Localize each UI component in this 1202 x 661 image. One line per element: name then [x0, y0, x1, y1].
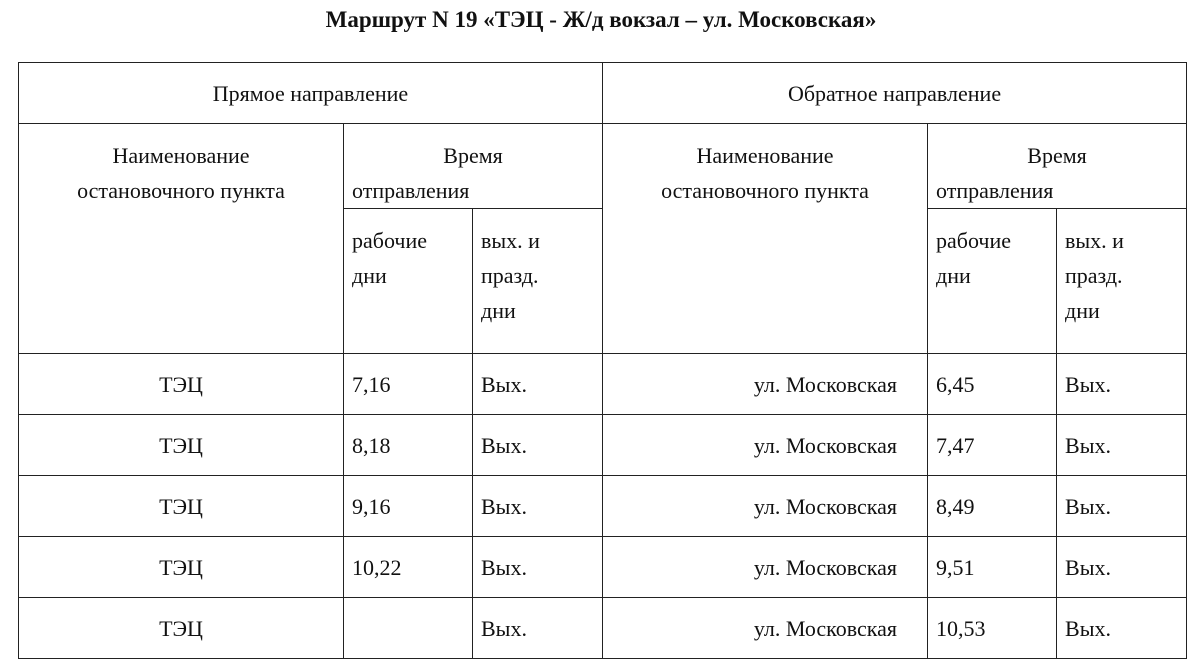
departure-line1: Время: [443, 143, 503, 168]
reverse-workday-time-cell: 10,53: [928, 598, 1057, 659]
forward-weekdays-header: [344, 209, 473, 354]
forward-stop-cell: ТЭЦ: [19, 354, 344, 415]
table-row: [19, 537, 1187, 598]
weekdays-line2: дни: [936, 263, 971, 288]
departure-line1: Время: [1027, 143, 1087, 168]
table-row: [19, 476, 1187, 537]
forward-departure-header: [344, 124, 603, 209]
stop-name-line1: Наименование: [696, 143, 834, 168]
reverse-weekend-time-cell: Вых.: [1057, 354, 1187, 415]
forward-weekend-time-cell: Вых.: [473, 598, 603, 659]
forward-workday-time-cell: 8,18: [344, 415, 473, 476]
reverse-weekend-time-cell: Вых.: [1057, 415, 1187, 476]
table-row: [19, 415, 1187, 476]
reverse-weekdays-header: [928, 209, 1057, 354]
forward-stop-cell: ТЭЦ: [19, 415, 344, 476]
departure-line2: отправления: [352, 178, 470, 203]
forward-weekends-header: [473, 209, 603, 354]
reverse-workday-time-cell: 8,49: [928, 476, 1057, 537]
reverse-departure-header: [928, 124, 1187, 209]
reverse-stop-name-header: [603, 124, 928, 354]
reverse-direction-header: Обратное направление: [603, 63, 1187, 124]
forward-stop-cell: ТЭЦ: [19, 476, 344, 537]
weekdays-line1: рабочие: [352, 228, 427, 253]
reverse-stop-cell: ул. Московская: [603, 537, 928, 598]
reverse-weekend-time-cell: Вых.: [1057, 598, 1187, 659]
page-title: Маршрут N 19 «ТЭЦ - Ж/д вокзал – ул. Московская»: [325, 7, 877, 32]
direction-header-row: [19, 63, 1187, 124]
stop-name-line2: остановочного пункта: [661, 178, 869, 203]
reverse-weekend-time-cell: Вых.: [1057, 537, 1187, 598]
weekends-line2: празд.: [1065, 263, 1123, 288]
table-row: [19, 354, 1187, 415]
weekends-line3: дни: [481, 298, 516, 323]
reverse-stop-cell: ул. Московская: [603, 476, 928, 537]
schedule-table: [18, 62, 1187, 659]
forward-workday-time-cell: 9,16: [344, 476, 473, 537]
forward-direction-header: Прямое направление: [19, 63, 603, 124]
reverse-workday-time-cell: 7,47: [928, 415, 1057, 476]
column-header-row: [19, 124, 1187, 209]
reverse-workday-time-cell: 9,51: [928, 537, 1057, 598]
forward-workday-time-cell: 7,16: [344, 354, 473, 415]
weekdays-line1: рабочие: [936, 228, 1012, 253]
forward-weekend-time-cell: Вых.: [473, 537, 603, 598]
reverse-weekend-time-cell: Вых.: [1057, 476, 1187, 537]
departure-line2: отправления: [936, 178, 1054, 203]
reverse-stop-cell: ул. Московская: [603, 354, 928, 415]
stop-name-line2: остановочного пункта: [77, 178, 285, 203]
forward-weekend-time-cell: Вых.: [473, 354, 603, 415]
reverse-stop-cell: ул. Московская: [603, 598, 928, 659]
weekdays-line2: дни: [352, 263, 387, 288]
forward-stop-cell: ТЭЦ: [19, 598, 344, 659]
forward-workday-time-cell: 10,22: [344, 537, 473, 598]
forward-weekend-time-cell: Вых.: [473, 476, 603, 537]
weekends-line3: дни: [1065, 298, 1100, 323]
table-row: [19, 598, 1187, 659]
reverse-weekends-header: [1057, 209, 1187, 354]
forward-weekend-time-cell: Вых.: [473, 415, 603, 476]
reverse-stop-cell: ул. Московская: [603, 415, 928, 476]
weekends-line1: вых. и: [481, 228, 540, 253]
forward-stop-cell: ТЭЦ: [19, 537, 344, 598]
weekends-line1: вых. и: [1065, 228, 1124, 253]
forward-workday-time-cell: [344, 598, 473, 659]
reverse-workday-time-cell: 6,45: [928, 354, 1057, 415]
forward-stop-name-header: [19, 124, 344, 354]
weekends-line2: празд.: [481, 263, 539, 288]
stop-name-line1: Наименование: [112, 143, 250, 168]
